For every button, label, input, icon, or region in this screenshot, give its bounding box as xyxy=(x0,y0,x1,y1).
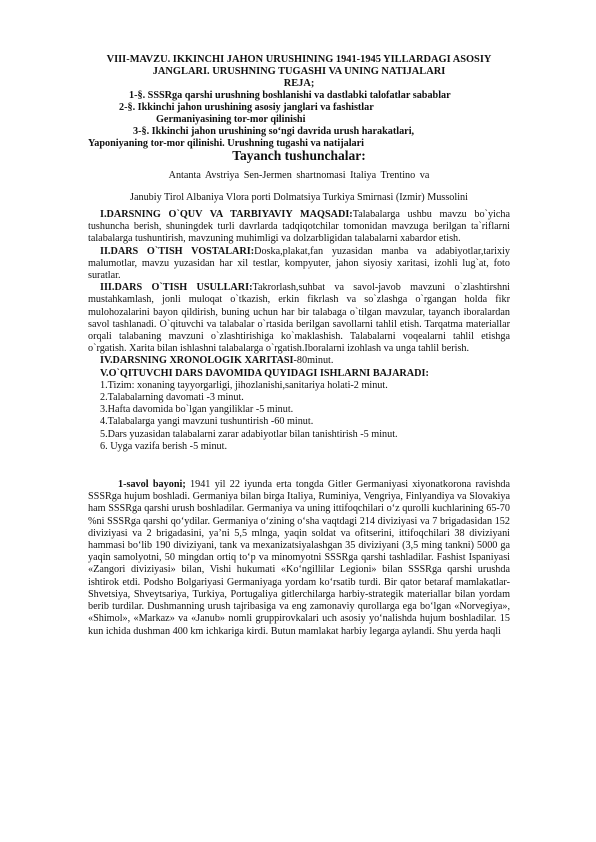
spacer xyxy=(88,453,510,479)
key-terms-line-2: Janubiy Tirol Albaniya Vlora porti Dolmatsiya Turkiya Smirnasi (Izmir) Mussolini xyxy=(130,192,468,203)
topic-heading-line-2: JANGLARI. URUSHNING TUGASHI VA UNING NATIJALARI xyxy=(152,66,446,77)
lesson-plan xyxy=(88,90,510,150)
list-item: 6. Uyga vazifa berish -5 minut. xyxy=(100,440,228,452)
lesson-tools-text: Doska,plakat,fan yuzasidan manba va adabiyotlar,tarixiy malumotlar, mavzu yuzasidan har xil testlar, kompyuter, jahon siyosiy xaritasi, izohli lug`at, foto suratlar. xyxy=(88,245,510,282)
list-item: 5.Dars yuzasidan talabalarni zarar adabiyotlar bilan tanishtirish -5 minut. xyxy=(100,428,398,440)
plan-heading: REJA; xyxy=(283,78,315,89)
lesson-methods-label: III.DARS O`TISH USULLARI: xyxy=(100,282,253,294)
list-item: 4.Talabalarga yangi mavzuni tushuntirish -60 minut. xyxy=(100,416,314,428)
list-item: 1.Tizim: xonaning tayyorgarligi, jihozlanishi,sanitariya holati-2 minut. xyxy=(100,379,388,391)
key-terms-line-1: Antanta Avstriya Sen-Jermen shartnomasi Italiya Trentino va xyxy=(168,170,430,181)
lesson-chronology-text: -80minut. xyxy=(293,355,334,367)
lesson-goal-label: I.DARSNING O`QUV VA TARBIYAVIY MAQSADI: xyxy=(100,209,353,220)
plan-item-2: 2-§. Ikkinchi jahon urushining asosiy janglari va fashistlar xyxy=(119,102,374,113)
plan-item-3-continued: Yaponiyaning tor-mor qilinishi. Urushning tugashi va natijalari xyxy=(88,138,364,149)
list-item: 2.Talabalarning davomati -3 minut. xyxy=(100,392,244,404)
lesson-methods xyxy=(88,282,510,355)
lesson-methods-text: Takrorlash,suhbat va savol-javob mavzuni o`zlashtirshni mustahkamlash, jonli muloqat o`tkazish, erkin fikrlash va so`zlashga o`rgangan holda fikr mulohozalarini bayon qildirish, buning uchun har bir talabaga o`tilgan mavzular, tayanch iboralardan savol tashlanadi. O`qituvchi va talabalar o`rtasida berilgan savollarni tahlil etish. Tarqatma materiallar orqali talabaning mavzuni o`zlashtirishiga ko`maklashish. Talabalarni voqealarni tahlil etishga o`rgatish. Xarita bilan ishlashni talabalarga o`rgatish.Iboralarni izohlash va unga tahlil berish. xyxy=(88,282,510,355)
question-1-text: 1941 yil 22 iyunda erta tongda Gitler Germaniyasi xiyonatkorona ravishda SSSRga hujum boshladi. Germaniya bilan birga Italiya, Ruminiya, Vengriya, Finlyandiya va Slovakiya ham SSSRga qarshi urush boshladilar. Germaniya va uning ittifoqchilari o‘z qurolli kuchlarining 65-70 %ni SSSRga qarshi qo‘ydilar. Germaniya o‘zining o‘sha vaqtdagi 214 diviziyasi va 7 brigadasidan 152 diviziyasi va 2 brigadasini, ya’ni 5,5 mlnga, yaqin soldat va ofitserini, ittifoqchilari 38 diviziyani hammasi bo‘lib 190 diviziyani, tank va mexanizatsiyalashgan 35 diviziyani (3,5 ming tankni) 5000 ga yaqin samolyotni, 50 mingdan ortiq to‘p va minomyotni SSSRga qarshi tashladilar. Fashist Ispaniyasi «Zangori diviziyasi» bilan, Vishi hukumati «Ko‘ngillilar Legioni» bilan SSSRga qarshi urushda ishtirok etdi. Podsho Bolgariyasi Germaniyaga yordam ko‘rsatib turdi. Bir qator betaraf mamlakatlar-Shvetsiya, Shveytsariya, Turkiya, Portugaliya gitlerchilarga harbiy-strategik materiallar bilan yordam berib turdilar. Dushmanning urush tajribasiga va eng zamonaviy qurollarga ega bo‘lgan «Norvegiya», «Shimol», «Markaz» va «Janub» nomli gruppirovkalari uch asosiy yo‘nalishda hujum boshladilar. 15 kun ichida dushman 400 km ichkariga kirdi. Butun mamlakat harbiy legarga aylandi. Shu yerda haqli xyxy=(88,479,510,637)
lesson-goal xyxy=(88,209,510,246)
key-terms-title: Tayanch tushunchalar: xyxy=(232,148,366,163)
list-item: 3.Hafta davomida bo`lgan yangiliklar -5 minut. xyxy=(100,404,294,416)
topic-heading-line-1: VIII-MAVZU. IKKINCHI JAHON URUSHINING 1941-1945 YILLARDAGI ASOSIY xyxy=(106,54,492,65)
lesson-tools xyxy=(88,246,510,283)
plan-item-2-continued: Germaniyasining tor-mor qilinishi xyxy=(156,114,306,125)
plan-item-1: 1-§. SSSRga qarshi urushning boshlanishi va dastlabki talofatlar sabablar xyxy=(129,90,451,101)
topic-heading xyxy=(88,54,510,90)
lesson-tools-label: II.DARS O`TISH VOSTALARI: xyxy=(100,245,255,257)
question-1-label: 1-savol bayoni; xyxy=(118,479,186,491)
lesson-goal-text: Talabalarga ushbu mavzu bo`yicha tushuncha berish, shuningdek turli davrlarda tadqiqotchilar tomonidan mavzuga berilgan ta`riflarni talabalarga tushuntirish, mavzuning muhimligi va dolzarbligidan talabalarni xabardor etish. xyxy=(88,209,511,245)
plan-item-3: 3-§. Ikkinchi jahon urushining so‘ngi davrida urush harakatlari, xyxy=(133,126,415,137)
teacher-tasks-heading xyxy=(88,368,510,380)
lesson-chronology xyxy=(88,355,510,367)
lesson-chronology-label: IV.DARSNING XRONOLOGIK XARITASI xyxy=(100,355,294,367)
question-1-body xyxy=(88,479,510,638)
teacher-tasks-list xyxy=(88,380,510,453)
teacher-tasks-label: V.O`QITUVCHI DARS DAVOMIDA QUYIDAGI ISHLARNI BAJARADI: xyxy=(100,367,429,379)
